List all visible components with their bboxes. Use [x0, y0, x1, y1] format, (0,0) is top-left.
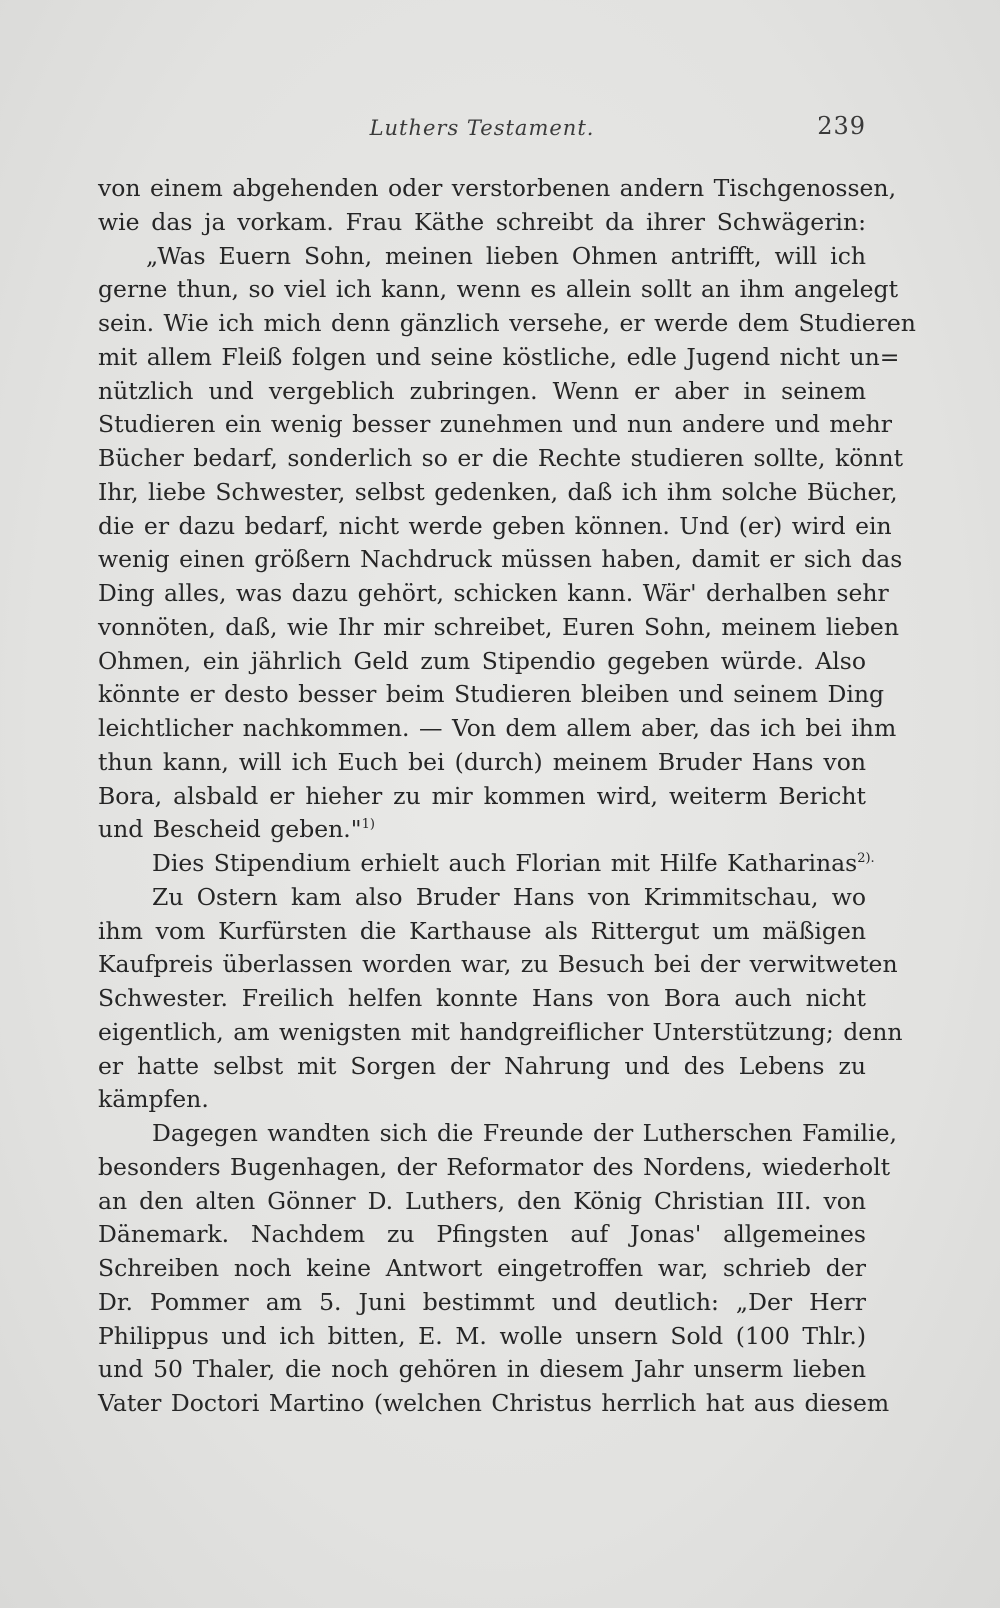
running-title: Luthers Testament.: [369, 116, 595, 140]
page-number: 239: [817, 112, 866, 140]
text-line: Schreiben noch keine Antwort eingetroffen war, schrieb der: [98, 1254, 866, 1282]
text-line: kämpfen.: [98, 1085, 209, 1114]
text-line: eigentlich, am wenigsten mit handgreiflicher Unterstützung; denn: [98, 1017, 903, 1046]
text-line: an den alten Gönner D. Luthers, den König Christian III. von: [98, 1186, 866, 1215]
text-line: und 50 Thaler, die noch gehören in diesem Jahr unserm lieben: [98, 1355, 866, 1384]
text-line: [98, 813, 866, 847]
text-line: ihm vom Kurfürsten die Karthause als Rittergut um mäßigen: [98, 916, 866, 945]
text-line: Bora, alsbald er hieher zu mir kommen wird, weiterm Bericht: [98, 781, 866, 810]
text-line: gerne thun, so viel ich kann, wenn es allein sollt an ihm angelegt: [98, 275, 899, 304]
text-line: Ohmen, ein jährlich Geld zum Stipendio gegeben würde. Also: [98, 646, 866, 675]
text-line: Schwester. Freilich helfen konnte Hans von Bora auch nicht: [98, 984, 866, 1012]
footnote-mark: 1): [361, 817, 375, 833]
text-line: besonders Bugenhagen, der Reformator des Nordens, wiederholt: [98, 1152, 891, 1181]
text-line: nützlich und vergeblich zubringen. Wenn er aber in seinem: [98, 376, 866, 405]
text-line: [98, 847, 875, 881]
line-text: und Bescheid geben.": [98, 815, 362, 844]
text-line: „Was Euern Sohn, meinen lieben Ohmen antrifft, will ich: [146, 241, 866, 270]
text-line: sein. Wie ich mich denn gänzlich versehe, er werde dem Studieren: [98, 309, 916, 337]
text-line: thun kann, will ich Euch bei (durch) meinem Bruder Hans von: [98, 747, 866, 776]
text-line: Studieren ein wenig besser zunehmen und nun andere und mehr: [98, 410, 892, 439]
running-head: [98, 110, 866, 150]
text-line: Dänemark. Nachdem zu Pfingsten auf Jonas' allgemeines: [98, 1220, 866, 1249]
text-line: Ihr, liebe Schwester, selbst gedenken, daß ich ihm solche Bücher,: [98, 477, 898, 506]
text-line: leichtlicher nachkommen. — Von dem allem aber, das ich bei ihm: [98, 714, 897, 742]
text-line: Dr. Pommer am 5. Juni bestimmt und deutlich: „Der Herr: [98, 1287, 866, 1316]
text-line: Zu Ostern kam also Bruder Hans von Krimmitschau, wo: [152, 882, 866, 911]
text-line: Kaufpreis überlassen worden war, zu Besuch bei der verwitweten: [98, 950, 898, 979]
text-line: Philippus und ich bitten, E. M. wolle unsern Sold (100 Thlr.): [98, 1321, 866, 1350]
footnote-mark: 2).: [857, 851, 875, 867]
text-line: mit allem Fleiß folgen und seine köstliche, edle Jugend nicht un=: [98, 342, 900, 371]
text-line: er hatte selbst mit Sorgen der Nahrung und des Lebens zu: [98, 1051, 866, 1080]
line-text: Dies Stipendium erhielt auch Florian mit Hilfe Katharinas: [152, 849, 858, 877]
text-line: wenig einen größern Nachdruck müssen haben, damit er sich das: [98, 545, 903, 574]
text-line: Vater Doctori Martino (welchen Christus herrlich hat aus diesem: [98, 1389, 890, 1417]
body-text: [98, 172, 916, 1421]
text-line: von einem abgehenden oder verstorbenen andern Tischgenossen,: [98, 174, 897, 202]
text-line: Bücher bedarf, sonderlich so er die Rechte studieren sollte, könnt: [98, 444, 904, 472]
text-line: wie das ja vorkam. Frau Käthe schreibt da ihrer Schwägerin:: [98, 207, 866, 236]
text-line: die er dazu bedarf, nicht werde geben können. Und (er) wird ein: [98, 511, 892, 540]
text-line: könnte er desto besser beim Studieren bleiben und seinem Ding: [98, 680, 885, 709]
text-line: Dagegen wandten sich die Freunde der Lutherschen Familie,: [152, 1119, 897, 1147]
text-line: Ding alles, was dazu gehört, schicken kann. Wär' derhalben sehr: [98, 579, 889, 607]
text-line: vonnöten, daß, wie Ihr mir schreibet, Euren Sohn, meinem lieben: [98, 612, 899, 641]
